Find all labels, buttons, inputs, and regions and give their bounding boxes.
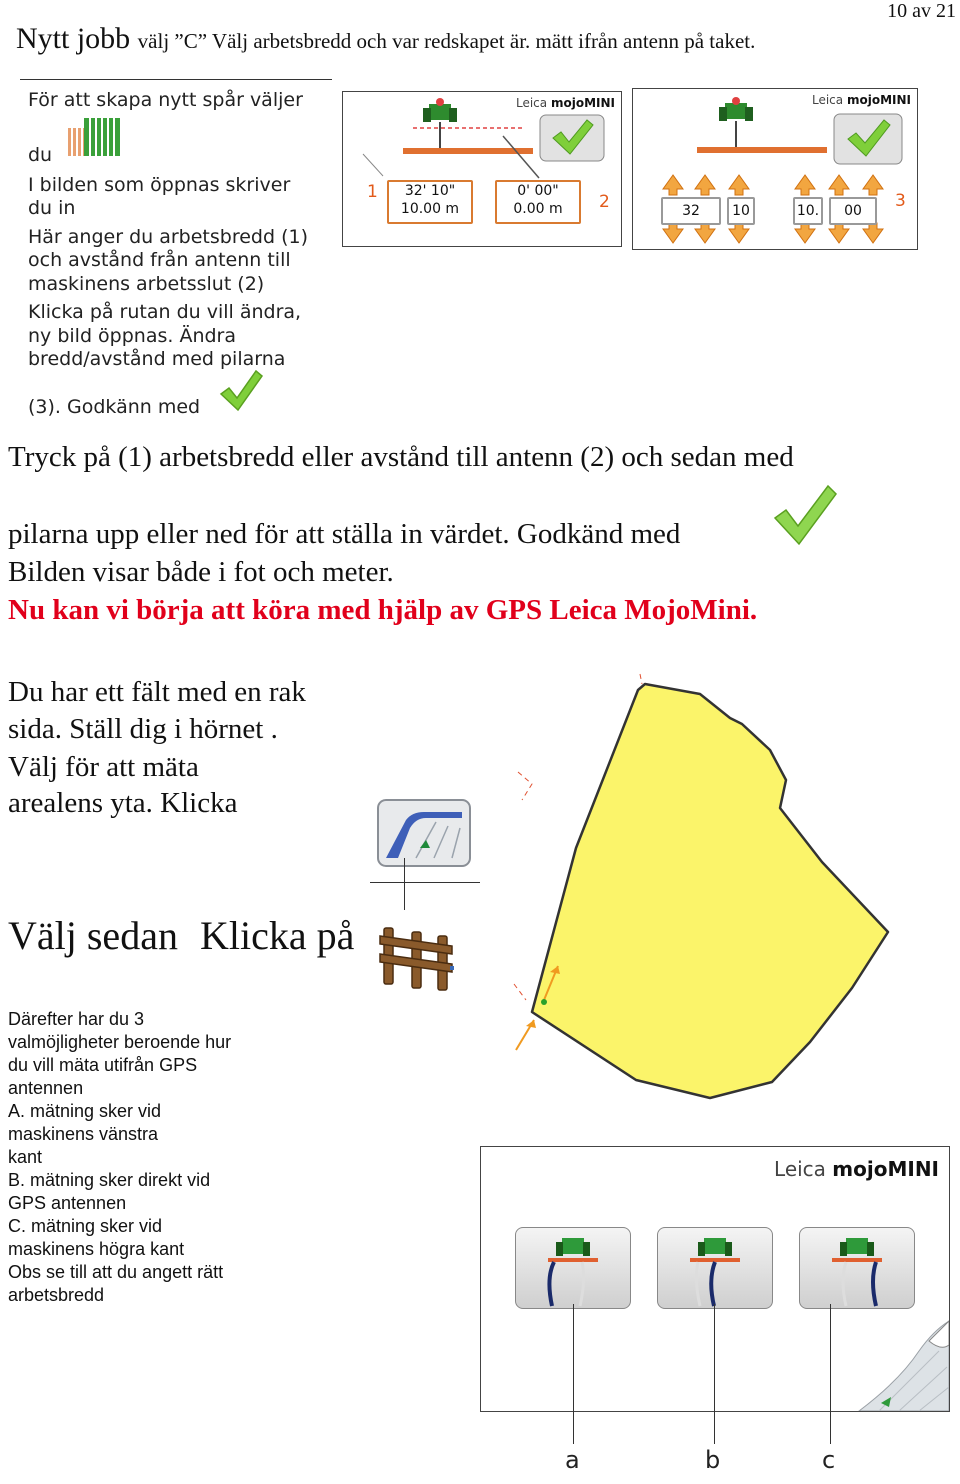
measure-left-edge-button[interactable] [515,1227,631,1309]
paragraph-line: Bilden visar både i fot och meter. [8,556,394,588]
pointer-line-a [573,1304,574,1444]
marker-2: 2 [599,192,610,212]
brand-logo: Leica mojoMINI [774,1157,939,1181]
track-icon [64,114,124,163]
measure-right-edge-button[interactable] [799,1227,915,1309]
connector-line [404,858,405,910]
checkmark-icon [218,368,264,419]
instruction-line: (3). Godkänn med [28,396,201,418]
pointer-line-c [830,1304,831,1444]
mojomini-adjust-screen [632,88,918,250]
instruction-line: och avstånd från antenn till [28,249,291,271]
paragraph-line: sida. Ställ dig i hörnet . [8,713,278,745]
divider [370,882,480,883]
field-map [510,660,930,1120]
meter-value-field[interactable]: 10. [793,197,823,225]
guidance-mode-icon[interactable] [376,798,472,875]
paragraph-line: Välj för att mäta [8,751,199,783]
page-number: 10 av 21 [887,0,956,22]
marker-3: 3 [895,191,906,211]
instruction-line: bredd/avstånd med pilarna [28,348,286,370]
highlight-line: Nu kan vi börja att köra med hjälp av GPS Leica MojoMini. [8,594,758,626]
big-line-left: Välj sedan [8,913,178,958]
label-b: b [705,1446,721,1474]
instruction-line: I bilden som öppnas skriver [28,174,291,196]
header-rest: välj ”C” Välj arbetsbredd och var redskapet är. mätt ifrån antenn på taket. [137,29,756,53]
instruction-line: maskinens arbetsslut (2) [28,273,265,295]
mojomini-measure-screen [480,1146,950,1412]
header-title: Nytt jobb [16,22,131,55]
inch-value-field[interactable]: 10 [727,197,755,225]
centimeter-value-field[interactable]: 00 [829,197,877,225]
label-c: c [822,1446,836,1474]
header-underline [20,79,332,80]
paragraph-line: Du har ett fält med en rak [8,676,306,708]
marker-1: 1 [367,182,378,202]
brand-logo: Leica mojoMINI [811,93,911,107]
fence-icon[interactable] [378,918,460,997]
offset-value-field[interactable]: 0' 00" 0.00 m [495,180,581,224]
instruction-line: du [28,144,53,166]
page-curl-corner [829,1311,949,1411]
pointer-line-b [714,1304,715,1444]
big-line-right: Klicka på [200,913,355,958]
mojomini-width-screen [342,91,622,247]
instruction-line: du in [28,197,76,219]
paragraph-line: Tryck på (1) arbetsbredd eller avstånd till antenn (2) och sedan med [8,441,794,473]
measure-antenna-button[interactable] [657,1227,773,1309]
paragraph-line: arealens yta. Klicka [8,787,238,819]
instruction-line: För att skapa nytt spår väljer [28,89,303,111]
paragraph-line: pilarna upp eller ned för att ställa in värdet. Godkänd med [8,518,681,550]
instruction-line: ny bild öppnas. Ändra [28,325,237,347]
instruction-line: Här anger du arbetsbredd (1) [28,226,308,248]
feet-value-field[interactable]: 32 [661,197,721,225]
instruction-line: Klicka på rutan du vill ändra, [28,301,302,323]
brand-logo: Leica mojoMINI [515,96,615,110]
width-value-field[interactable]: 32' 10" 10.00 m [387,180,473,224]
page-header [16,22,755,56]
checkmark-icon [772,484,838,553]
adjust-arrows-diagram [633,89,917,249]
label-a: a [565,1446,580,1474]
measure-options-description: Därefter har du 3 valmöjligheter beroende hur du vill mäta utifrån GPS antennen A. mätning sker vid maskinens vänstra kant B. mätning sker direkt vid GPS antennen C. mätning sker vid maskinens högra kant Obs se till att du angett rätt arbetsbredd [8,1009,232,1305]
